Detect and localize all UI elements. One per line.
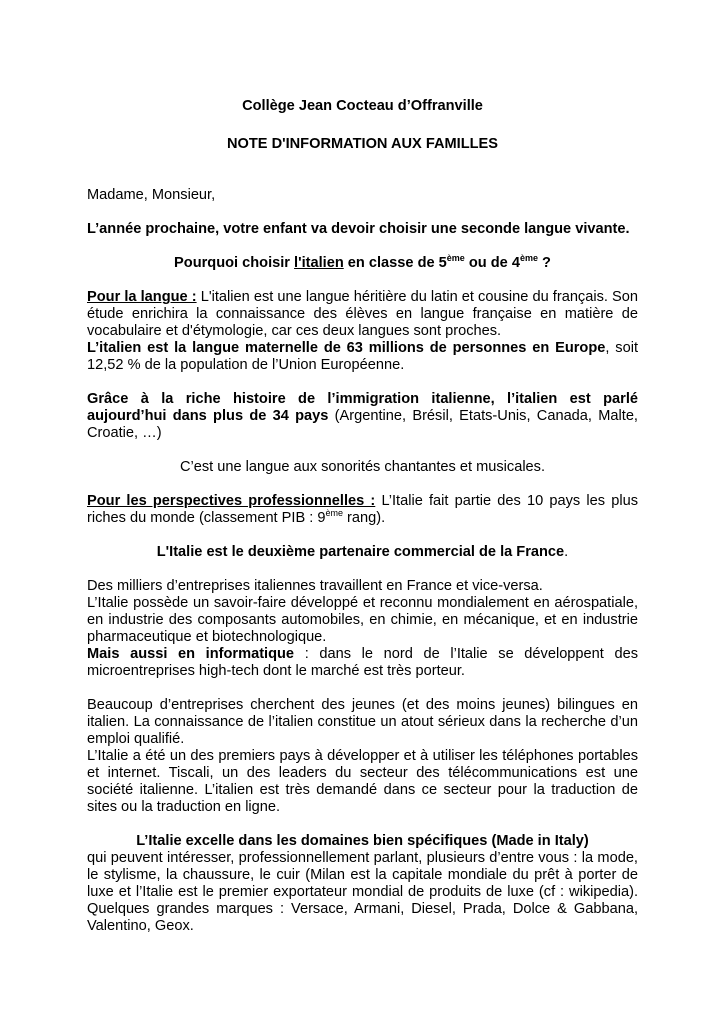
langue-text: L'italien est une langue héritière du latin et cousine du français. Son étude enrichira la connaissance des élèves en langue française en matière de vocabulaire et d'étymologie, car ces deux langues sont proches. bbox=[87, 289, 639, 339]
question-part-c: ou de 4 bbox=[464, 255, 520, 271]
telecom-paragraph: L’Italie a été un des premiers pays à développer et à utiliser les téléphones portables et internet. Tiscali, un des leaders du secteur des télécommunications est une société italienne. L’italien est très demandé dans ce secteur pour la traduction de sites ou la traduction en ligne. bbox=[87, 748, 638, 815]
partenaire-heading bbox=[87, 544, 638, 561]
informatique-text: : dans le nord de l’Italie se développent des microentreprises high-tech dont le marché est très porteur. bbox=[87, 646, 638, 679]
school-name: Collège Jean Cocteau d’Offranville bbox=[242, 98, 483, 114]
perspectives-paragraph bbox=[87, 493, 638, 527]
langue-text-2: , soit 12,52 % de la population de l’Union Européenne. bbox=[87, 340, 638, 373]
question-sup-1: ème bbox=[446, 253, 465, 263]
question-italien: l'italien bbox=[294, 255, 344, 271]
greeting: Madame, Monsieur, bbox=[87, 187, 216, 203]
histoire-bold: Grâce à la riche histoire de l’immigration italienne, l’italien est parlé aujourd’hui dans plus de 34 pays bbox=[87, 391, 638, 424]
perspectives-sup: ème bbox=[325, 508, 343, 518]
histoire-text: (Argentine, Brésil, Etats-Unis, Canada, Malte, Croatie, …) bbox=[87, 408, 638, 441]
question-part-a: Pourquoi choisir bbox=[174, 255, 295, 271]
langue-paragraph bbox=[87, 289, 638, 340]
perspectives-text: L’Italie fait partie des 10 pays les plus riches du monde (classement PIB : 9 bbox=[87, 493, 638, 526]
informatique-bold: Mais aussi en informatique bbox=[87, 646, 295, 662]
made-in-italy-heading: L’Italie excelle dans les domaines bien spécifiques (Made in Italy) bbox=[136, 833, 589, 849]
question-part-b: en classe de 5 bbox=[343, 255, 447, 271]
question-heading bbox=[87, 255, 638, 272]
sonorites-text: C’est une langue aux sonorités chantantes et musicales. bbox=[179, 459, 546, 475]
industrie-line-1: Des milliers d’entreprises italiennes travaillent en France et vice-versa. bbox=[87, 578, 543, 594]
intro-text: L’année prochaine, votre enfant va devoir choisir une seconde langue vivante. bbox=[87, 221, 630, 237]
langue-label: Pour la langue : bbox=[87, 289, 197, 305]
histoire-paragraph bbox=[87, 391, 638, 442]
informatique-paragraph bbox=[87, 646, 638, 680]
perspectives-text-2: rang). bbox=[343, 510, 386, 526]
langue-paragraph-2 bbox=[87, 340, 638, 374]
made-in-italy-text: qui peuvent intéresser, professionnellement parlant, plusieurs d’entre vous : la mode, le stylisme, la chaussure, le cuir (Milan est la capitale mondiale du prêt à porter de luxe et l’Italie est le premier exportateur mondial de produits de luxe (cf : wikipedia). Quelques grandes marques : Versace, Armani, Diesel, Prada, Dolce & Gabbana, Valentino, Geox. bbox=[87, 850, 638, 934]
partenaire-bold: L'Italie est le deuxième partenaire commercial de la France bbox=[156, 544, 565, 560]
question-sup-2: ème bbox=[519, 253, 538, 263]
perspectives-label: Pour les perspectives professionnelles : bbox=[87, 493, 376, 509]
langue-bold: L’italien est la langue maternelle de 63 millions de personnes en Europe bbox=[87, 340, 606, 356]
document-title: NOTE D'INFORMATION AUX FAMILLES bbox=[226, 136, 498, 152]
question-part-d: ? bbox=[537, 255, 551, 271]
partenaire-end: . bbox=[564, 544, 569, 560]
document-page bbox=[87, 98, 638, 935]
industrie-line-2: L’Italie possède un savoir-faire développé et reconnu mondialement en aérospatiale, en industrie des composants automobiles, en chimie, en mécanique, et en industrie pharmaceutique et biotechnologique. bbox=[87, 595, 638, 645]
bilingues-paragraph: Beaucoup d’entreprises cherchent des jeunes (et des moins jeunes) bilingues en italien. La connaissance de l’italien constitue un atout sérieux dans la recherche d’un emploi qualifié. bbox=[87, 697, 638, 747]
